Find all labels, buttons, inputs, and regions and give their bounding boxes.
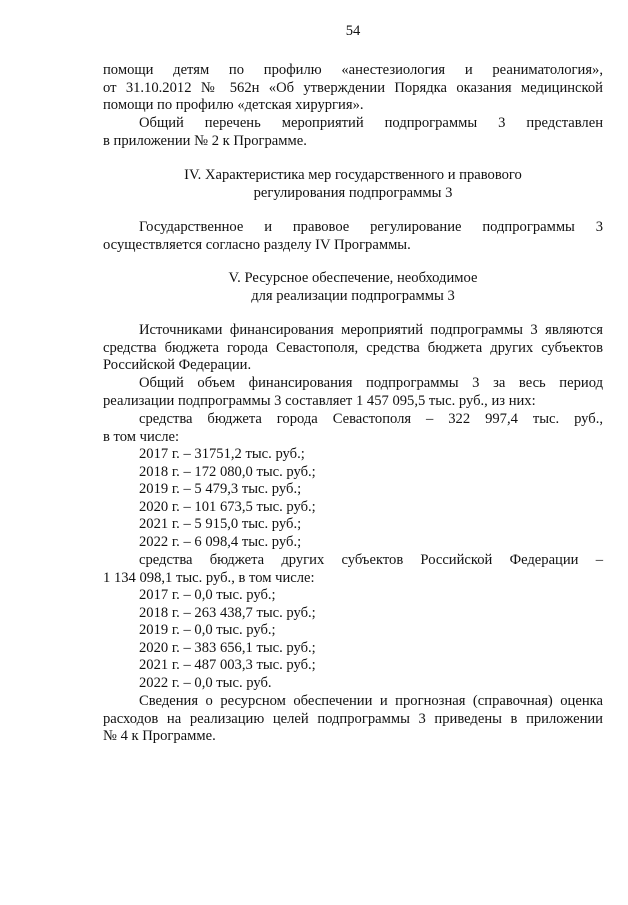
text-line: средства бюджета города Севастополя, средства бюджета других субъектов	[103, 339, 603, 356]
list-item: 2022 г. – 6 098,4 тыс. руб.;	[139, 533, 302, 550]
text-line: помощи детям по профилю «анестезиология и реаниматология»,	[103, 62, 603, 78]
text-line: помощи по профилю «детская хирургия».	[103, 97, 364, 114]
measures-paragraph	[103, 115, 603, 150]
section-4-heading	[103, 167, 603, 202]
list-item: 2022 г. – 0,0 тыс. руб.	[139, 674, 272, 691]
list-item: 2021 г. – 487 003,3 тыс. руб.;	[139, 657, 316, 674]
list-item: 2019 г. – 5 479,3 тыс. руб.;	[139, 481, 302, 498]
text-line: средства бюджета города Севастополя – 322 997,4 тыс. руб.,	[139, 411, 603, 427]
text-line: 1 134 098,1 тыс. руб., в том числе:	[103, 569, 315, 586]
list-item: 2020 г. – 383 656,1 тыс. руб.;	[139, 639, 316, 656]
sources-paragraph	[103, 322, 603, 375]
resource-info-paragraph	[103, 693, 603, 746]
section-4-body	[103, 219, 603, 254]
heading-line: для реализации подпрограммы 3	[251, 287, 455, 304]
federal-subjects-paragraph	[103, 552, 603, 587]
text-line: Общий объем финансирования подпрограммы 3 за весь период	[139, 375, 603, 391]
page-number: 54	[345, 23, 361, 39]
list-item: 2019 г. – 0,0 тыс. руб.;	[139, 622, 276, 639]
text-line: Государственное и правовое регулирование подпрограммы 3	[139, 219, 603, 235]
text-line: Источниками финансирования мероприятий подпрограммы 3 являются	[139, 322, 603, 338]
heading-line: регулирования подпрограммы 3	[253, 184, 453, 201]
text-line: от 31.10.2012 № 562н «Об утверждении Порядка оказания медицинской	[103, 79, 603, 96]
text-line: расходов на реализацию целей подпрограммы 3 приведены в приложении	[103, 710, 603, 727]
intro-paragraph	[103, 62, 603, 115]
text-line: Сведения о ресурсном обеспечении и прогнозная (справочная) оценка	[139, 693, 603, 709]
federal-subjects-years-list	[103, 587, 628, 693]
city-budget-paragraph	[103, 411, 603, 446]
list-item: 2020 г. – 101 673,5 тыс. руб.;	[139, 498, 316, 515]
text-line: № 4 к Программе.	[103, 728, 216, 745]
text-line: Российской Федерации.	[103, 357, 252, 374]
list-item: 2018 г. – 172 080,0 тыс. руб.;	[139, 463, 316, 480]
list-item: 2017 г. – 31751,2 тыс. руб.;	[139, 446, 305, 462]
text-line: средства бюджета других субъектов Российской Федерации –	[139, 552, 603, 568]
section-5-heading	[103, 270, 603, 305]
list-item: 2017 г. – 0,0 тыс. руб.;	[139, 587, 276, 603]
heading-line: V. Ресурсное обеспечение, необходимое	[228, 270, 478, 286]
text-line: в приложении № 2 к Программе.	[103, 132, 307, 149]
heading-line: IV. Характеристика мер государственного и правового	[184, 167, 522, 183]
total-financing-paragraph	[103, 375, 603, 410]
list-item: 2021 г. – 5 915,0 тыс. руб.;	[139, 516, 302, 533]
text-line: Общий перечень мероприятий подпрограммы 3 представлен	[139, 115, 603, 131]
list-item: 2018 г. – 263 438,7 тыс. руб.;	[139, 604, 316, 621]
text-line: осуществляется согласно разделу IV Программы.	[103, 236, 411, 253]
text-line: в том числе:	[103, 428, 180, 445]
text-line: реализации подпрограммы 3 составляет 1 457 095,5 тыс. руб., из них:	[103, 392, 536, 409]
city-budget-years-list	[103, 446, 628, 552]
